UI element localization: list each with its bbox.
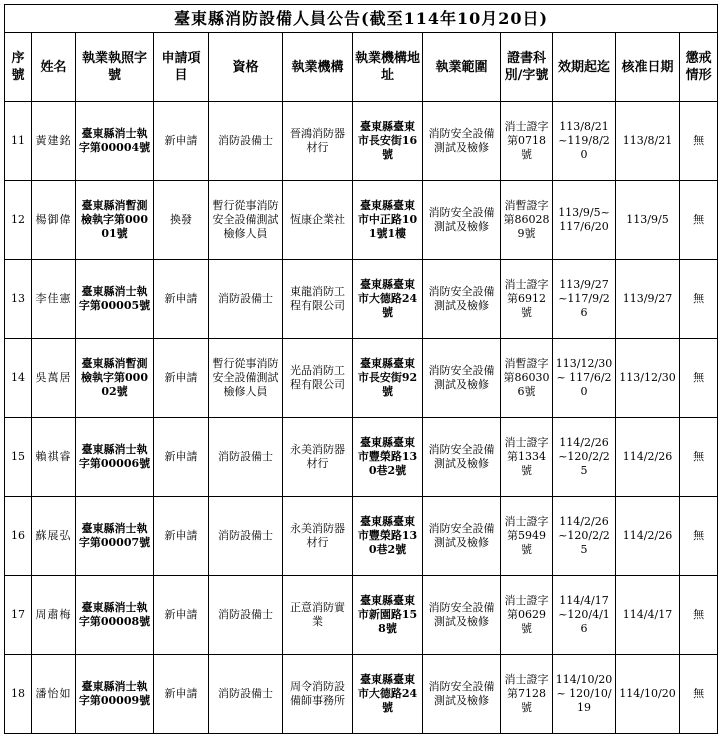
name-cell: 潘怡如 — [32, 655, 76, 734]
col-approval-date-header: 核准日期 — [616, 33, 680, 102]
scope-cell: 消防安全設備測試及檢修 — [423, 655, 501, 734]
institution-cell: 恆康企業社 — [283, 181, 353, 260]
col-discipline-header: 懲戒情形 — [680, 33, 718, 102]
name-cell: 蘇展弘 — [32, 497, 76, 576]
certificate-cell: 消士證字第0718號 — [501, 102, 553, 181]
institution-cell: 永美消防器材行 — [283, 497, 353, 576]
address-cell: 臺東縣臺東市長安街16號 — [353, 102, 423, 181]
scope-cell: 消防安全設備測試及檢修 — [423, 497, 501, 576]
serial-cell: 18 — [5, 655, 32, 734]
license-no-cell: 臺東縣消士執字第00004號 — [76, 102, 154, 181]
serial-cell: 16 — [5, 497, 32, 576]
scope-cell: 消防安全設備測試及檢修 — [423, 102, 501, 181]
table-body — [5, 102, 718, 734]
name-cell: 賴祺睿 — [32, 418, 76, 497]
name-cell: 吳萬居 — [32, 339, 76, 418]
address-cell: 臺東縣臺東市豐榮路130巷2號 — [353, 418, 423, 497]
discipline-cell: 無 — [680, 181, 718, 260]
document-title: 臺東縣消防設備人員公告(截至114年10月20日) — [5, 5, 718, 33]
address-cell: 臺東縣臺東市長安街92號 — [353, 339, 423, 418]
certificate-cell: 消士證字第0629號 — [501, 576, 553, 655]
validity-cell: 113/8/21~119/8/20 — [553, 102, 616, 181]
col-scope-header: 執業範圍 — [423, 33, 501, 102]
qualification-cell: 消防設備士 — [209, 497, 283, 576]
application-cell: 新申請 — [154, 339, 209, 418]
application-cell: 新申請 — [154, 260, 209, 339]
address-cell: 臺東縣臺東市大德路24號 — [353, 655, 423, 734]
institution-cell: 正意消防實業 — [283, 576, 353, 655]
approval-date-cell: 113/9/27 — [616, 260, 680, 339]
discipline-cell: 無 — [680, 655, 718, 734]
col-institution-header: 執業機構 — [283, 33, 353, 102]
license-no-cell: 臺東縣消士執字第00009號 — [76, 655, 154, 734]
address-cell: 臺東縣臺東市中正路101號1樓 — [353, 181, 423, 260]
table-row — [5, 497, 718, 576]
application-cell: 換發 — [154, 181, 209, 260]
certificate-cell: 消士證字第5949號 — [501, 497, 553, 576]
institution-cell: 晉鴻消防器材行 — [283, 102, 353, 181]
address-cell: 臺東縣臺東市大德路24號 — [353, 260, 423, 339]
validity-cell: 114/4/17~120/4/16 — [553, 576, 616, 655]
col-serial-header: 序號 — [5, 33, 32, 102]
address-cell: 臺東縣臺東市豐榮路130巷2號 — [353, 497, 423, 576]
col-institution-address-header: 執業機構地址 — [353, 33, 423, 102]
qualification-cell: 消防設備士 — [209, 260, 283, 339]
license-no-cell: 臺東縣消士執字第00007號 — [76, 497, 154, 576]
validity-cell: 113/12/30 ~ 117/6/20 — [553, 339, 616, 418]
validity-cell: 113/9/5~117/6/20 — [553, 181, 616, 260]
scope-cell: 消防安全設備測試及檢修 — [423, 181, 501, 260]
scope-cell: 消防安全設備測試及檢修 — [423, 339, 501, 418]
serial-cell: 11 — [5, 102, 32, 181]
col-qualification-header: 資格 — [209, 33, 283, 102]
certificate-cell: 消暫證字第860306號 — [501, 339, 553, 418]
col-validity-header: 效期起迄 — [553, 33, 616, 102]
name-cell: 周肅梅 — [32, 576, 76, 655]
qualification-cell: 消防設備士 — [209, 655, 283, 734]
col-application-header: 申請項目 — [154, 33, 209, 102]
discipline-cell: 無 — [680, 576, 718, 655]
validity-cell: 114/2/26~120/2/25 — [553, 418, 616, 497]
approval-date-cell: 113/8/21 — [616, 102, 680, 181]
application-cell: 新申請 — [154, 655, 209, 734]
license-no-cell: 臺東縣消暫測檢執字第00001號 — [76, 181, 154, 260]
header-row — [5, 33, 718, 102]
qualification-cell: 消防設備士 — [209, 576, 283, 655]
certificate-cell: 消士證字第6912號 — [501, 260, 553, 339]
application-cell: 新申請 — [154, 418, 209, 497]
serial-cell: 13 — [5, 260, 32, 339]
institution-cell: 光品消防工程有限公司 — [283, 339, 353, 418]
qualification-cell: 暫行從事消防安全設備測試檢修人員 — [209, 181, 283, 260]
application-cell: 新申請 — [154, 102, 209, 181]
approval-date-cell: 113/12/30 — [616, 339, 680, 418]
approval-date-cell: 114/2/26 — [616, 497, 680, 576]
license-no-cell: 臺東縣消士執字第00006號 — [76, 418, 154, 497]
scope-cell: 消防安全設備測試及檢修 — [423, 418, 501, 497]
name-cell: 楊御偉 — [32, 181, 76, 260]
discipline-cell: 無 — [680, 497, 718, 576]
name-cell: 黃建銘 — [32, 102, 76, 181]
approval-date-cell: 113/9/5 — [616, 181, 680, 260]
table-row — [5, 181, 718, 260]
col-name-header: 姓名 — [32, 33, 76, 102]
validity-cell: 114/2/26~120/2/25 — [553, 497, 616, 576]
validity-cell: 114/10/20 ~ 120/10/19 — [553, 655, 616, 734]
license-no-cell: 臺東縣消士執字第00005號 — [76, 260, 154, 339]
table-row — [5, 655, 718, 734]
certificate-cell: 消士證字第1334號 — [501, 418, 553, 497]
application-cell: 新申請 — [154, 497, 209, 576]
institution-cell: 永美消防器材行 — [283, 418, 353, 497]
institution-cell: 東龍消防工程有限公司 — [283, 260, 353, 339]
personnel-table — [4, 4, 718, 734]
license-no-cell: 臺東縣消士執字第00008號 — [76, 576, 154, 655]
application-cell: 新申請 — [154, 576, 209, 655]
scope-cell: 消防安全設備測試及檢修 — [423, 260, 501, 339]
table-row — [5, 576, 718, 655]
col-certificate-header: 證書科別/字號 — [501, 33, 553, 102]
discipline-cell: 無 — [680, 418, 718, 497]
col-license-no-header: 執業執照字號 — [76, 33, 154, 102]
table-row — [5, 339, 718, 418]
qualification-cell: 消防設備士 — [209, 418, 283, 497]
qualification-cell: 消防設備士 — [209, 102, 283, 181]
approval-date-cell: 114/4/17 — [616, 576, 680, 655]
certificate-cell: 消暫證字第860289號 — [501, 181, 553, 260]
table-row — [5, 260, 718, 339]
name-cell: 李佳憲 — [32, 260, 76, 339]
table-row — [5, 418, 718, 497]
announcement-document — [4, 4, 717, 734]
validity-cell: 113/9/27~117/9/26 — [553, 260, 616, 339]
approval-date-cell: 114/2/26 — [616, 418, 680, 497]
address-cell: 臺東縣臺東市新園路158號 — [353, 576, 423, 655]
serial-cell: 17 — [5, 576, 32, 655]
approval-date-cell: 114/10/20 — [616, 655, 680, 734]
institution-cell: 周令消防設備師事務所 — [283, 655, 353, 734]
license-no-cell: 臺東縣消暫測檢執字第00002號 — [76, 339, 154, 418]
scope-cell: 消防安全設備測試及檢修 — [423, 576, 501, 655]
discipline-cell: 無 — [680, 339, 718, 418]
certificate-cell: 消士證字第7128號 — [501, 655, 553, 734]
serial-cell: 15 — [5, 418, 32, 497]
table-row — [5, 102, 718, 181]
qualification-cell: 暫行從事消防安全設備測試檢修人員 — [209, 339, 283, 418]
serial-cell: 12 — [5, 181, 32, 260]
discipline-cell: 無 — [680, 260, 718, 339]
serial-cell: 14 — [5, 339, 32, 418]
discipline-cell: 無 — [680, 102, 718, 181]
